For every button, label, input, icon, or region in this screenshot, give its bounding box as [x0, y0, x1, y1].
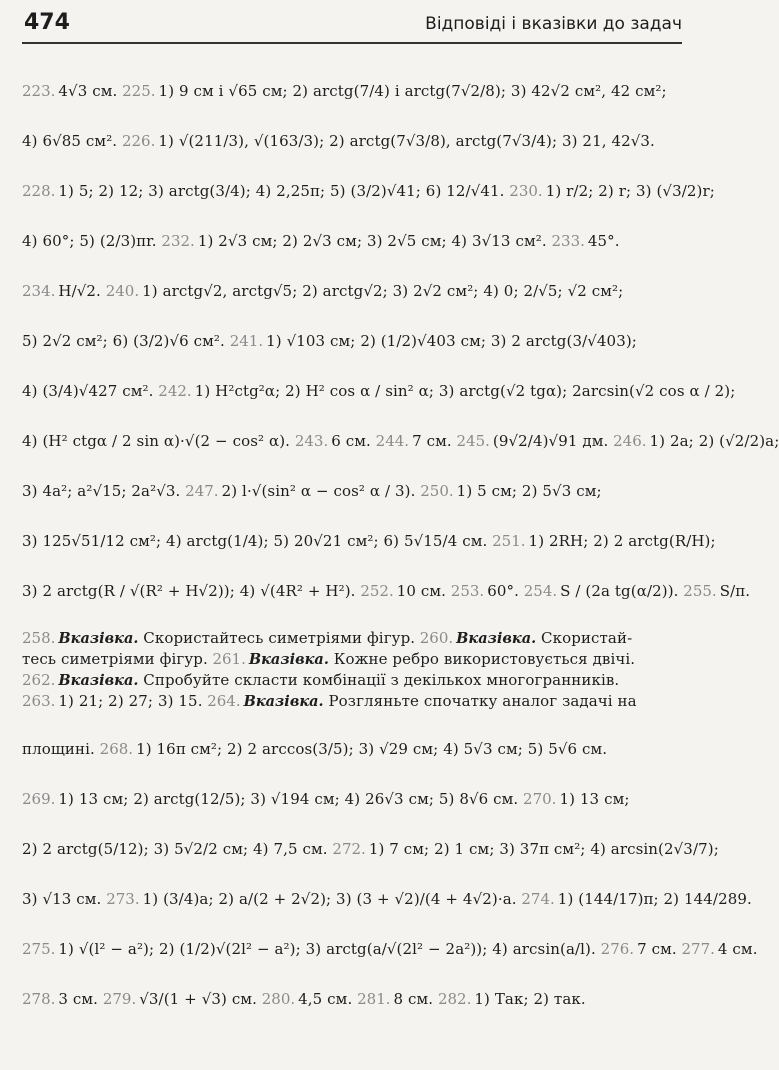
hint-label: Вказівка.	[58, 630, 139, 647]
answer-line	[22, 266, 682, 316]
answer-text: 1) r/2; 2) r; 3) (√3/2)r;	[545, 182, 715, 200]
answer-text: 1) 21; 2) 27; 3) 15.	[58, 692, 203, 710]
answer-text: 1) √(211/3), √(163/3); 2) arctg(7√3/8), arctg(7√3/4); 3) 21, 42√3.	[158, 132, 655, 150]
answer-line	[22, 116, 682, 166]
answer-line	[22, 566, 751, 616]
answer-text: 4) 60°; 5) (2/3)πr.	[22, 232, 157, 250]
problem-number: 272.	[332, 840, 366, 858]
answer-text: 4 см.	[717, 940, 758, 958]
page-header	[22, 8, 682, 44]
problem-number: 247.	[185, 482, 219, 500]
hint-text: Скористайтесь симетріями фігур.	[138, 629, 416, 647]
answer-text: 1) 16π см²; 2) 2 arccos(3/5); 3) √29 см; 4) 5√3 см; 5) 5√6 см.	[136, 740, 608, 758]
problem-number: 275.	[22, 940, 56, 958]
answer-line	[22, 628, 682, 649]
hint-text: Спробуйте скласти комбінації з декількох многогранників.	[138, 671, 620, 689]
answer-text: 1) 2a; 2) (√2/2)a;	[649, 432, 779, 450]
answer-text: 4) (H² ctgα / 2 sin α)·√(2 − cos² α).	[22, 432, 291, 450]
answer-text: 1) 5; 2) 12; 3) arctg(3/4); 4) 2,25π; 5) (3/2)√41; 6) 12/√41.	[58, 182, 505, 200]
problem-number: 251.	[492, 532, 526, 550]
problem-number: 245.	[456, 432, 490, 450]
answer-text: 7 см.	[412, 432, 452, 450]
problem-number: 278.	[22, 990, 56, 1008]
problem-number: 240.	[105, 282, 140, 300]
answer-text: площині.	[22, 740, 95, 758]
problem-number: 270.	[523, 790, 557, 808]
problem-number: 244.	[375, 432, 410, 450]
problem-number: 243.	[294, 432, 329, 450]
problem-number: 276.	[600, 940, 635, 958]
problem-number: 277.	[681, 940, 715, 958]
spacer	[22, 712, 682, 724]
problem-number: 230.	[509, 182, 543, 200]
answer-text: 5) 2√2 см²; 6) (3/2)√6 см².	[22, 332, 225, 350]
hint-label: Вказівка.	[243, 693, 324, 710]
answer-text: 1) H²ctg²α; 2) H² cos α / sin² α; 3) arctg(√2 tgα); 2arcsin(√2 cos α / 2);	[194, 382, 736, 400]
answer-text: 1) √(l² − a²); 2) (1/2)√(2l² − a²); 3) arctg(a/√(2l² − 2a²)); 4) arcsin(a/l).	[58, 940, 596, 958]
answers-body	[22, 66, 779, 1024]
hint-text: Скористай-	[536, 629, 633, 647]
answer-text: S / (2a tg(α/2)).	[560, 582, 679, 600]
problem-number: 233.	[551, 232, 585, 250]
spacer	[22, 616, 682, 628]
answer-text: 1) √103 см; 2) (1/2)√403 см; 3) 2 arctg(3/√403);	[266, 332, 637, 350]
problem-number: 225.	[122, 82, 156, 100]
answer-text: 1) 7 см; 2) 1 см; 3) 37π см²; 4) arcsin(2√3/7);	[368, 840, 719, 858]
answer-line	[22, 974, 682, 1024]
answer-text: 2) l·√(sin² α − cos² α / 3).	[221, 482, 416, 500]
problem-number: 228.	[22, 182, 56, 200]
answer-text: 6 см.	[331, 432, 371, 450]
answer-text: 1) 2RH; 2) 2 arctg(R/H);	[528, 532, 716, 550]
problem-number: 260.	[419, 629, 454, 647]
problem-number: 264.	[207, 692, 241, 710]
problem-number: 282.	[437, 990, 472, 1008]
problem-number: 232.	[161, 232, 195, 250]
answer-line	[22, 216, 682, 266]
answer-line	[22, 649, 682, 670]
answer-line	[22, 874, 752, 924]
answer-line	[22, 691, 682, 712]
answer-text: 1) (144/17)π; 2) 144/289.	[557, 890, 752, 908]
answer-line	[22, 166, 715, 216]
answer-text: 1) 13 см;	[559, 790, 630, 808]
hint-text: Розгляньте спочатку аналог задачі на	[323, 692, 637, 710]
problem-number: 258.	[22, 629, 56, 647]
answer-text: H/√2.	[58, 282, 101, 300]
answer-line	[22, 416, 779, 466]
answer-text: 10 см.	[396, 582, 447, 600]
running-title: Відповіді і вказівки до задач	[425, 14, 682, 34]
answer-text: 4) (3/4)√427 см².	[22, 382, 154, 400]
answer-text: 1) (3/4)a; 2) a/(2 + 2√2); 3) (3 + √2)/(4 + 4√2)·a.	[142, 890, 517, 908]
answer-text: 3) 2 arctg(R / √(R² + H√2)); 4) √(4R² + H²).	[22, 582, 356, 600]
problem-number: 273.	[106, 890, 140, 908]
answer-text: 45°.	[587, 232, 620, 250]
answer-text: 7 см.	[637, 940, 677, 958]
answer-text: 2) 2 arctg(5/12); 3) 5√2/2 см; 4) 7,5 см.	[22, 840, 328, 858]
hint-text: Кожне ребро використовується двічі.	[328, 650, 636, 668]
hint-label: Вказівка.	[456, 630, 537, 647]
problem-number: 269.	[22, 790, 56, 808]
problem-number: 234.	[22, 282, 56, 300]
answer-line	[22, 824, 719, 874]
answer-text: 1) 2√3 см; 2) 2√3 см; 3) 2√5 см; 4) 3√13 см².	[197, 232, 547, 250]
answer-line	[22, 366, 736, 416]
problem-number: 268.	[99, 740, 134, 758]
answer-text: S/π.	[719, 582, 751, 600]
answer-text: 1) Так; 2) так.	[474, 990, 586, 1008]
answer-text: √3/(1 + √3) см.	[139, 990, 257, 1008]
answer-line	[22, 466, 682, 516]
answer-text: 4,5 см.	[298, 990, 353, 1008]
answer-text: 1) 5 см; 2) 5√3 см;	[456, 482, 602, 500]
answer-text: 1) 9 см і √65 см; 2) arctg(7/4) і arctg(7√2/8); 3) 42√2 см², 42 см²;	[158, 82, 667, 100]
answer-line	[22, 924, 758, 974]
page-number: 474	[24, 10, 70, 35]
answer-text: (9√2/4)√91 дм.	[492, 432, 609, 450]
answer-line	[22, 774, 682, 824]
answer-text: тесь симетріями фігур.	[22, 650, 208, 668]
answer-line	[22, 516, 716, 566]
answer-text: 1) 13 см; 2) arctg(12/5); 3) √194 см; 4) 26√3 см; 5) 8√6 см.	[58, 790, 519, 808]
problem-number: 242.	[158, 382, 192, 400]
problem-number: 223.	[22, 82, 56, 100]
answer-line	[22, 724, 682, 774]
problem-number: 241.	[229, 332, 264, 350]
answer-text: 8 см.	[393, 990, 434, 1008]
problem-number: 252.	[360, 582, 394, 600]
problem-number: 263.	[22, 692, 56, 710]
answer-text: 3) 4a²; a²√15; 2a²√3.	[22, 482, 181, 500]
answer-text: 3) 125√51/12 см²; 4) arctg(1/4); 5) 20√21 см²; 6) 5√15/4 см.	[22, 532, 488, 550]
answer-line	[22, 670, 682, 691]
problem-number: 253.	[450, 582, 485, 600]
problem-number: 261.	[212, 650, 246, 668]
problem-number: 254.	[523, 582, 558, 600]
answer-text: 4√3 см.	[58, 82, 118, 100]
problem-number: 246.	[613, 432, 647, 450]
problem-number: 281.	[357, 990, 391, 1008]
problem-number: 262.	[22, 671, 56, 689]
problem-number: 280.	[261, 990, 296, 1008]
problem-number: 279.	[102, 990, 137, 1008]
answer-text: 3) √13 см.	[22, 890, 102, 908]
problem-number: 226.	[121, 132, 156, 150]
problem-number: 250.	[420, 482, 454, 500]
hint-label: Вказівка.	[248, 651, 329, 668]
answer-line	[22, 66, 682, 116]
hint-label: Вказівка.	[58, 672, 139, 689]
answer-text: 1) arctg√2, arctg√5; 2) arctg√2; 3) 2√2 см²; 4) 0; 2/√5; √2 см²;	[142, 282, 624, 300]
answer-text: 3 см.	[58, 990, 99, 1008]
problem-number: 255.	[683, 582, 717, 600]
answer-text: 60°.	[487, 582, 519, 600]
answer-text: 4) 6√85 см².	[22, 132, 118, 150]
answer-line	[22, 316, 682, 366]
problem-number: 274.	[521, 890, 555, 908]
